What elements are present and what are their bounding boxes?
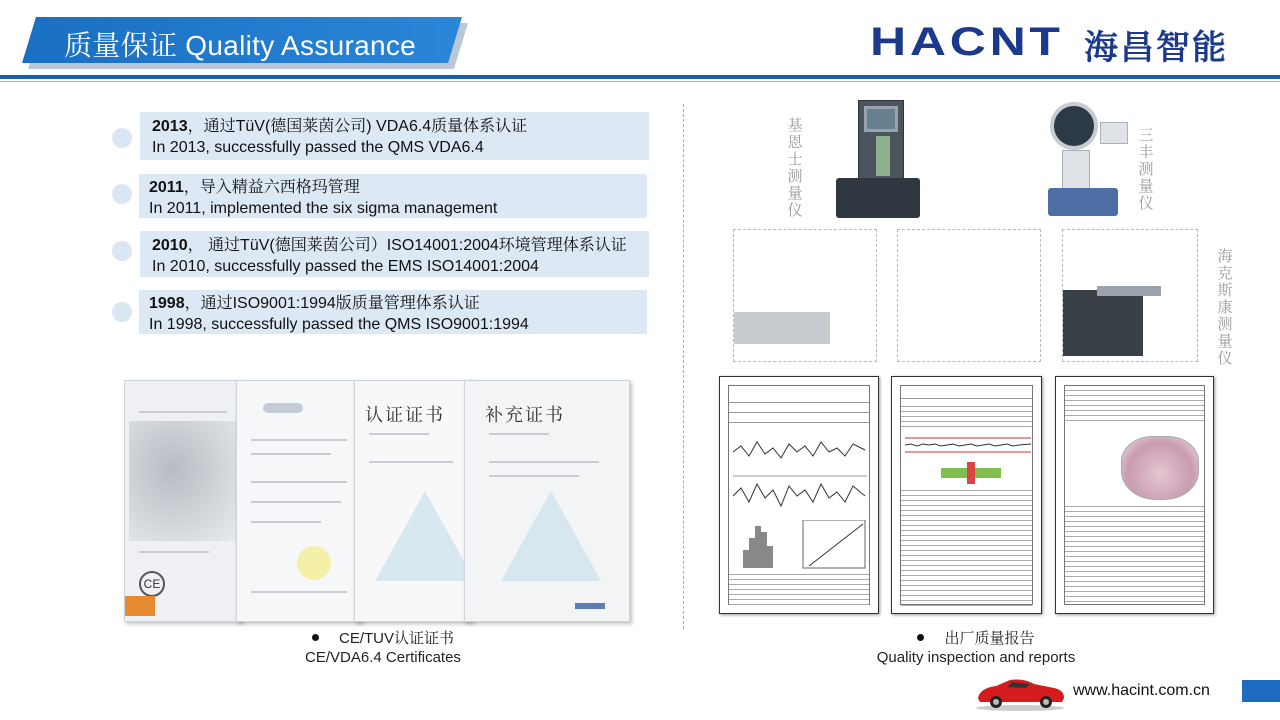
milestone-cn: ，通过ISO9001:1994版质量管理体系认证: [184, 295, 480, 312]
header-rule: [0, 75, 1280, 79]
milestone-en: In 2010, successfully passed the EMS ISO14001:2004: [152, 258, 539, 275]
caption-en: Quality inspection and reports: [876, 649, 1076, 666]
certificate-seal: [297, 546, 331, 580]
trend-chart: [905, 432, 1031, 458]
control-chart: [733, 436, 867, 516]
histogram: [733, 520, 867, 570]
caption-cn: 出厂质量报告: [944, 630, 1035, 647]
tuv-triangle-watermark: [375, 491, 472, 581]
caption-en: CE/VDA6.4 Certificates: [305, 649, 461, 666]
supplementary-certificate: [464, 380, 630, 622]
reports-caption: [866, 629, 1086, 667]
cert-title: 认证证书: [365, 405, 445, 425]
vision-machine-image: [733, 229, 877, 362]
bullet-icon: [917, 634, 924, 641]
milestone-box: [140, 231, 649, 277]
milestone-en: In 1998, successfully passed the QMS ISO9001:1994: [149, 316, 529, 333]
bullet-icon: [312, 634, 319, 641]
milestone-en: In 2011, implemented the six sigma management: [149, 200, 498, 217]
milestone-year: 2011: [149, 179, 184, 196]
milestone-year: 2013: [152, 118, 188, 135]
caption-cn: CE/TUV认证证书: [338, 630, 454, 647]
logo-brand: HACNT: [870, 19, 1064, 64]
tolerance-bar: [921, 462, 1021, 484]
milestone-cn: ，通过TüV(德国莱茵公司) VDA6.4质量体系认证: [187, 118, 528, 135]
footer-blue-tab: [1242, 680, 1280, 702]
ce-mark: CE: [139, 571, 165, 597]
logo-cn: 海昌智能: [1084, 29, 1228, 67]
label-keyence: 基恩士测量仪: [787, 117, 803, 219]
label-hexagon: 海克斯康测量仪: [1217, 248, 1233, 367]
page-title: 质量保证 Quality Assurance: [64, 30, 417, 61]
cert-title: 补充证书: [485, 405, 565, 425]
world-map-watermark: [129, 421, 239, 541]
red-car-icon: [974, 672, 1066, 712]
milestone-year: 1998: [149, 295, 185, 312]
cnas-certificate: [236, 380, 362, 622]
title-banner: [22, 17, 468, 67]
inspection-report: [891, 376, 1042, 614]
milestone-box: [140, 112, 649, 160]
milestone-cn: ， 通过TüV(德国莱茵公司）ISO14001:2004环境管理体系认证: [187, 237, 627, 254]
label-mitutoyo: 三丰测量仪: [1138, 127, 1154, 212]
milestone-dot: [112, 241, 132, 261]
process-analysis-report: [719, 376, 879, 614]
cmm-bridge-image: [897, 229, 1041, 362]
certificates-collage: [124, 380, 630, 622]
milestone-dot: [112, 128, 132, 148]
milestone-dot: [112, 184, 132, 204]
milestone-box: [139, 174, 647, 218]
header-rule-thin: [0, 81, 1280, 82]
mitutoyo-instrument-image: [1040, 100, 1132, 220]
keyence-instrument-image: [830, 100, 920, 222]
ce-certificate: [124, 380, 242, 622]
website-url[interactable]: www.hacint.com.cn: [1073, 682, 1210, 699]
milestone-year: 2010: [152, 237, 188, 254]
milestone-dot: [112, 302, 132, 322]
milestone-en: In 2013, successfully passed the QMS VDA6.4: [152, 139, 484, 156]
company-logo: [870, 19, 1228, 67]
certification-certificate: [354, 380, 472, 622]
section-divider: [683, 104, 684, 629]
certificates-caption: [283, 629, 483, 667]
metallographic-report: [1055, 376, 1214, 614]
tuv-logo: [575, 603, 605, 609]
orange-sticker: [125, 596, 155, 616]
micrograph: [1121, 436, 1199, 500]
milestone-box: [139, 290, 647, 334]
milestone-cn: ，导入精益六西格玛管理: [183, 179, 360, 196]
hexagon-cmm-image: [1062, 229, 1198, 362]
tuv-triangle-watermark: [501, 491, 601, 581]
